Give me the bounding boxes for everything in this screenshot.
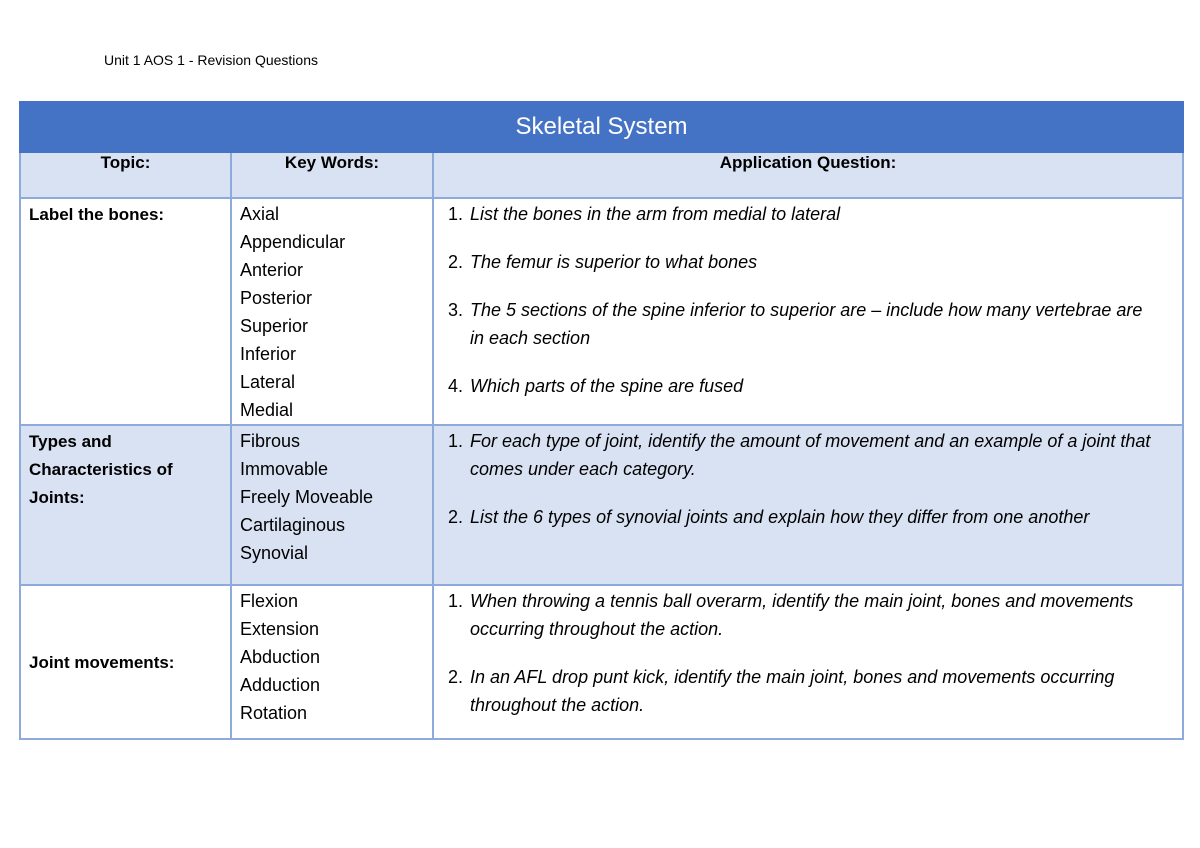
column-header-topic: Topic: <box>20 152 231 198</box>
questions-cell <box>433 425 1183 585</box>
question-item: 2. The femur is superior to what bones <box>468 248 1152 276</box>
key-word: Abduction <box>240 647 321 667</box>
revision-table <box>19 101 1184 740</box>
question-item: 1. When throwing a tennis ball overarm, identify the main joint, bones and movements occurring throughout the action. <box>468 587 1152 643</box>
key-words-cell <box>231 198 433 425</box>
topic-cell: Joint movements: <box>20 585 231 739</box>
question-item: 2. In an AFL drop punt kick, identify the main joint, bones and movements occurring throughout the action. <box>468 663 1152 719</box>
key-word: Superior <box>240 316 309 336</box>
question-item: 4. Which parts of the spine are fused <box>468 372 1152 400</box>
key-word: Extension <box>240 619 320 639</box>
key-word: Freely Moveable <box>240 487 374 507</box>
table-row <box>20 425 1183 585</box>
column-header-application-question: Application Question: <box>433 152 1183 198</box>
question-item: 3. The 5 sections of the spine inferior to superior are – include how many vertebrae are in each section <box>468 296 1152 352</box>
key-word: Lateral <box>240 372 296 392</box>
key-word: Axial <box>240 204 280 224</box>
key-words-cell <box>231 585 433 739</box>
key-word: Flexion <box>240 591 299 611</box>
key-word: Immovable <box>240 459 329 479</box>
key-word: Rotation <box>240 703 308 723</box>
questions-cell <box>433 585 1183 739</box>
column-header-key-words: Key Words: <box>231 152 433 198</box>
key-words-cell <box>231 425 433 585</box>
table-row <box>20 585 1183 739</box>
questions-cell <box>433 198 1183 425</box>
document-header: Unit 1 AOS 1 - Revision Questions <box>104 52 318 68</box>
question-item: 2. List the 6 types of synovial joints and explain how they differ from one another <box>468 503 1152 531</box>
key-word: Adduction <box>240 675 321 695</box>
topic-cell: Label the bones: <box>20 198 231 425</box>
question-item: 1. For each type of joint, identify the amount of movement and an example of a joint that comes under each category. <box>468 427 1152 483</box>
key-word: Inferior <box>240 344 297 364</box>
key-word: Cartilaginous <box>240 515 346 535</box>
key-word: Synovial <box>240 543 309 563</box>
key-word: Fibrous <box>240 431 301 451</box>
question-item: 1. List the bones in the arm from medial to lateral <box>468 200 1152 228</box>
topic-cell: Types and Characteristics of Joints: <box>20 425 231 585</box>
key-word: Medial <box>240 400 294 420</box>
key-word: Posterior <box>240 288 313 308</box>
key-word: Appendicular <box>240 232 346 252</box>
table-title: Skeletal System <box>20 102 1183 152</box>
table-row <box>20 198 1183 425</box>
key-word: Anterior <box>240 260 304 280</box>
